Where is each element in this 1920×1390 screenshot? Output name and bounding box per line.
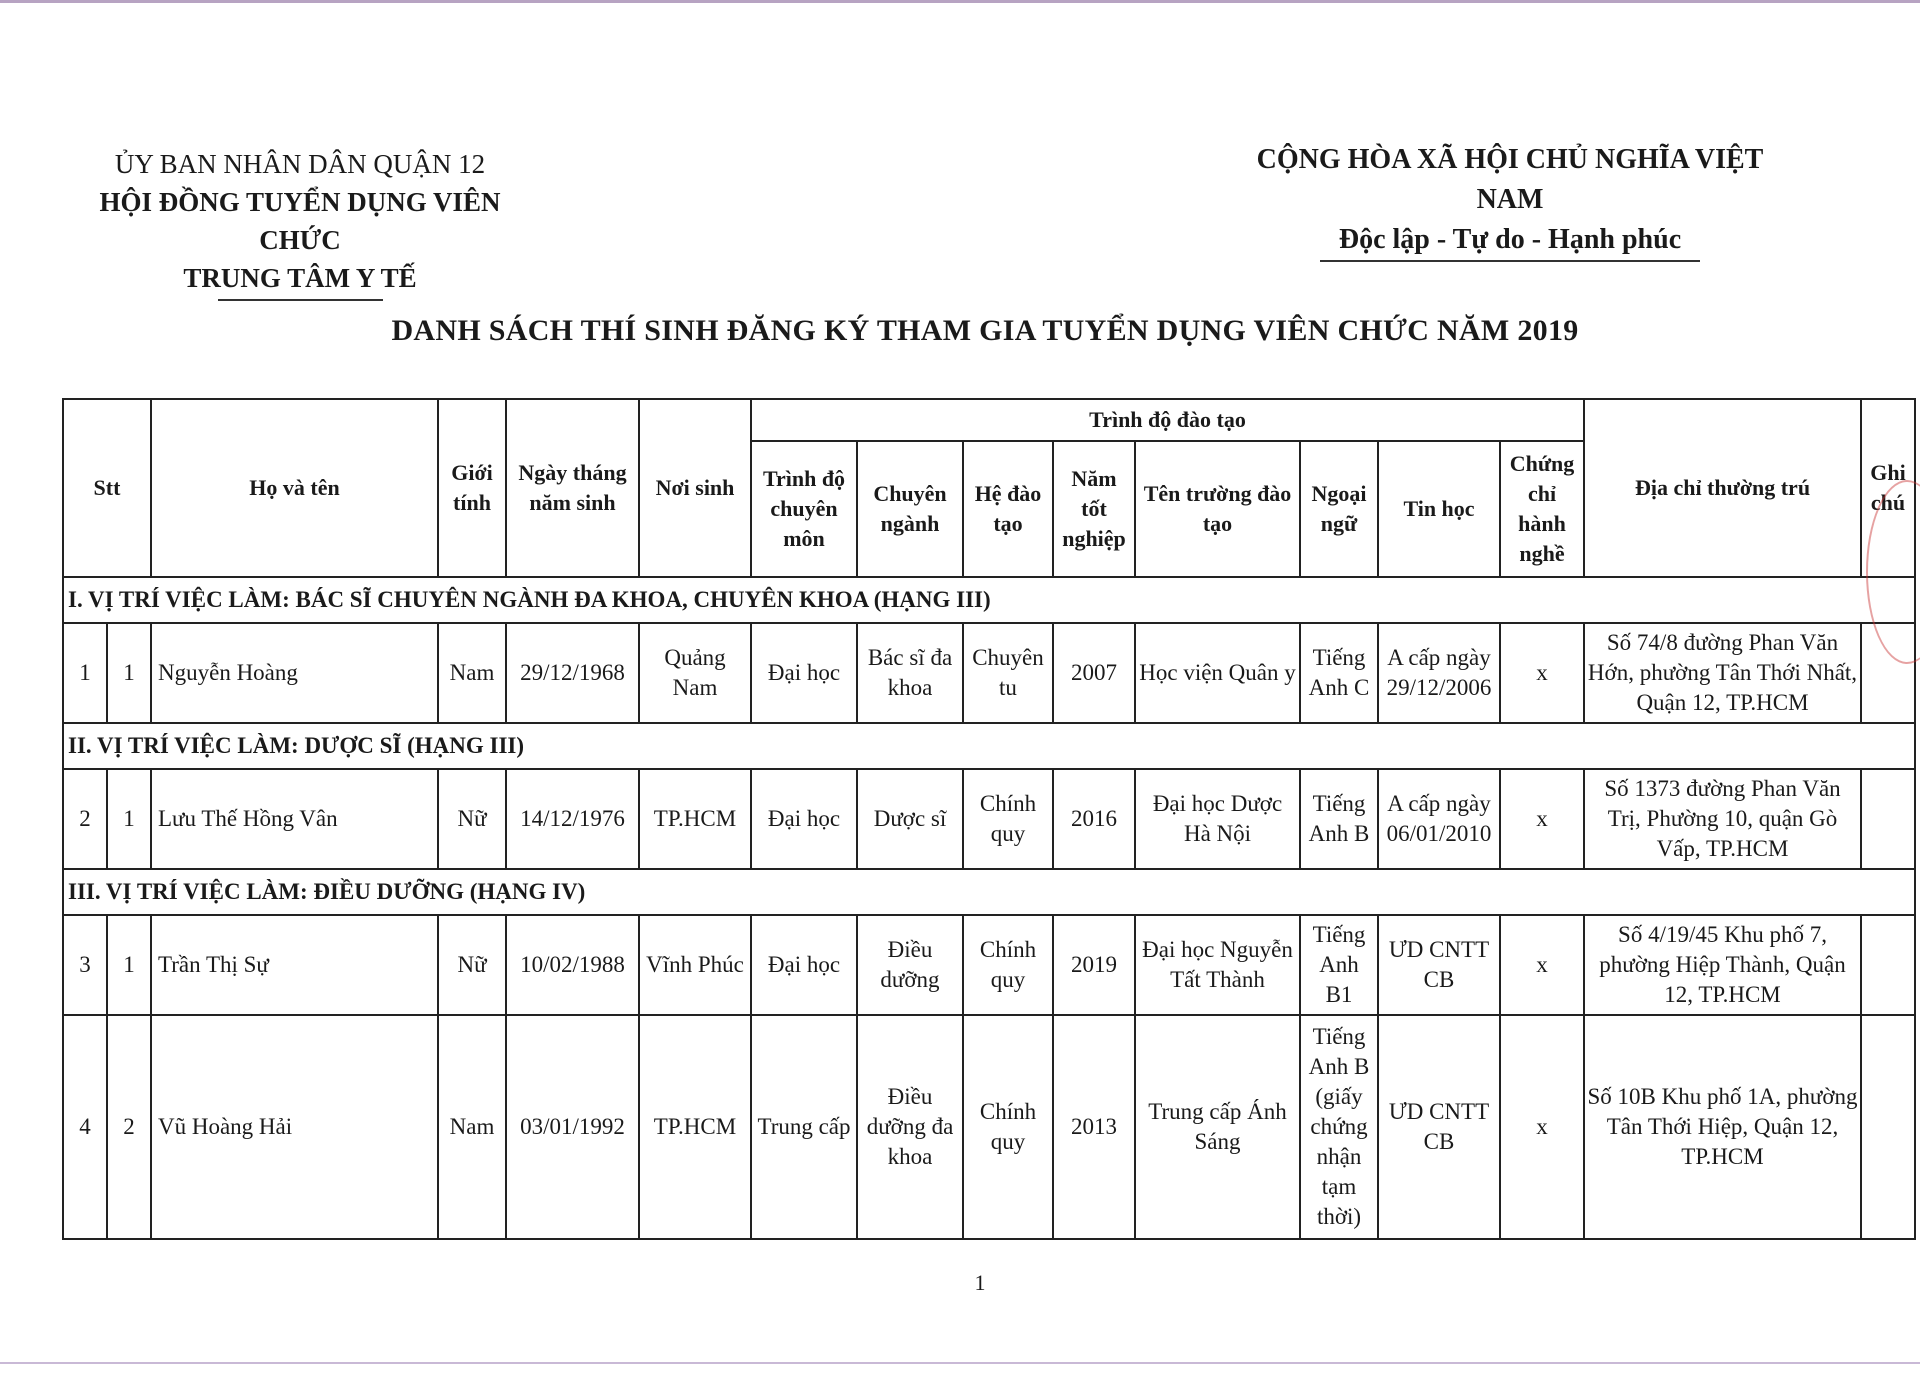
authority-line-1: ỦY BAN NHÂN DÂN QUẬN 12 [114, 149, 486, 179]
header-it: Tin học [1378, 441, 1500, 577]
cell-it: ƯD CNTT CB [1378, 915, 1500, 1015]
cell-level: Đại học [751, 623, 857, 723]
header-language: Ngoại ngữ [1300, 441, 1378, 577]
cell-sub-stt: 1 [107, 915, 151, 1015]
cell-sub-stt: 1 [107, 769, 151, 869]
cell-name: Vũ Hoàng Hải [151, 1015, 438, 1239]
cell-major: Bác sĩ đa khoa [857, 623, 963, 723]
table-row [63, 769, 1915, 869]
cell-dob: 14/12/1976 [506, 769, 639, 869]
document-title: DANH SÁCH THÍ SINH ĐĂNG KÝ THAM GIA TUYỂN DỤNG VIÊN CHỨC NĂM 2019 [391, 314, 1579, 347]
cell-mode: Chuyên tu [963, 623, 1053, 723]
cell-level: Đại học [751, 915, 857, 1015]
cell-level: Đại học [751, 769, 857, 869]
cell-language: Tiếng Anh B (giấy chứng nhận tạm thời) [1300, 1015, 1378, 1239]
national-motto [1220, 140, 1800, 262]
cell-language: Tiếng Anh B1 [1300, 915, 1378, 1015]
header-birthplace: Nơi sinh [639, 399, 751, 577]
cell-language: Tiếng Anh C [1300, 623, 1378, 723]
section-row [63, 577, 1915, 623]
header-name: Họ và tên [151, 399, 438, 577]
cell-license: x [1500, 915, 1584, 1015]
bottom-border [0, 1362, 1920, 1364]
cell-license: x [1500, 1015, 1584, 1239]
section-row [63, 723, 1915, 769]
cell-school: Đại học Dược Hà Nội [1135, 769, 1300, 869]
cell-stt: 1 [63, 623, 107, 723]
header-license: Chứng chỉ hành nghề [1500, 441, 1584, 577]
cell-school: Trung cấp Ánh Sáng [1135, 1015, 1300, 1239]
candidate-table [62, 398, 1916, 1240]
header-major: Chuyên ngành [857, 441, 963, 577]
cell-stt: 2 [63, 769, 107, 869]
cell-note [1861, 1015, 1915, 1239]
cell-name: Trần Thị Sự [151, 915, 438, 1015]
cell-address: Số 10B Khu phố 1A, phường Tân Thới Hiệp, Quận 12, TP.HCM [1584, 1015, 1861, 1239]
cell-address: Số 4/19/45 Khu phố 7, phường Hiệp Thành, Quận 12, TP.HCM [1584, 915, 1861, 1015]
cell-license: x [1500, 769, 1584, 869]
cell-sub-stt: 1 [107, 623, 151, 723]
cell-grad-year: 2007 [1053, 623, 1135, 723]
cell-birthplace: TP.HCM [639, 769, 751, 869]
cell-dob: 29/12/1968 [506, 623, 639, 723]
cell-school: Đại học Nguyễn Tất Thành [1135, 915, 1300, 1015]
motto: Độc lập - Tự do - Hạnh phúc [1338, 224, 1682, 255]
cell-note [1861, 769, 1915, 869]
section-title: II. VỊ TRÍ VIỆC LÀM: DƯỢC SĨ (HẠNG III) [63, 723, 1915, 769]
header-note: Ghi chú [1861, 399, 1915, 577]
authority-line-3: TRUNG TÂM Y TẾ [183, 263, 417, 293]
cell-gender: Nam [438, 623, 506, 723]
cell-address: Số 74/8 đường Phan Văn Hớn, phường Tân Thới Nhất, Quận 12, TP.HCM [1584, 623, 1861, 723]
cell-birthplace: Vĩnh Phúc [639, 915, 751, 1015]
header-dob: Ngày tháng năm sinh [506, 399, 639, 577]
country-name: CỘNG HÒA XÃ HỘI CHỦ NGHĨA VIỆT NAM [1256, 144, 1764, 215]
issuing-authority [80, 145, 520, 301]
page-number: 1 [974, 1270, 986, 1295]
authority-line-2: HỘI ĐỒNG TUYỂN DỤNG VIÊN CHỨC [99, 187, 501, 255]
cell-stt: 4 [63, 1015, 107, 1239]
cell-dob: 10/02/1988 [506, 915, 639, 1015]
cell-birthplace: Quảng Nam [639, 623, 751, 723]
header-address: Địa chỉ thường trú [1584, 399, 1861, 577]
header-level: Trình độ chuyên môn [751, 441, 857, 577]
cell-mode: Chính quy [963, 915, 1053, 1015]
header-grad-year: Năm tốt nghiệp [1053, 441, 1135, 577]
table-row [63, 915, 1915, 1015]
cell-mode: Chính quy [963, 1015, 1053, 1239]
section-title: III. VỊ TRÍ VIỆC LÀM: ĐIỀU DƯỠNG (HẠNG IV) [63, 869, 1915, 915]
cell-gender: Nữ [438, 769, 506, 869]
cell-dob: 03/01/1992 [506, 1015, 639, 1239]
cell-license: x [1500, 623, 1584, 723]
cell-gender: Nam [438, 1015, 506, 1239]
table-row [63, 623, 1915, 723]
cell-it: ƯD CNTT CB [1378, 1015, 1500, 1239]
cell-grad-year: 2019 [1053, 915, 1135, 1015]
cell-address: Số 1373 đường Phan Văn Trị, Phường 10, quận Gò Vấp, TP.HCM [1584, 769, 1861, 869]
cell-name: Nguyễn Hoàng [151, 623, 438, 723]
cell-language: Tiếng Anh B [1300, 769, 1378, 869]
cell-it: A cấp ngày 06/01/2010 [1378, 769, 1500, 869]
cell-major: Điều dưỡng đa khoa [857, 1015, 963, 1239]
motto-underline [1320, 260, 1700, 262]
cell-note [1861, 915, 1915, 1015]
cell-major: Điều dưỡng [857, 915, 963, 1015]
cell-gender: Nữ [438, 915, 506, 1015]
cell-grad-year: 2013 [1053, 1015, 1135, 1239]
cell-name: Lưu Thế Hồng Vân [151, 769, 438, 869]
authority-underline [218, 299, 383, 301]
section-row [63, 869, 1915, 915]
header-training-group: Trình độ đào tạo [751, 399, 1584, 441]
cell-mode: Chính quy [963, 769, 1053, 869]
top-border [0, 0, 1920, 3]
table-row [63, 1015, 1915, 1239]
header-stt: Stt [63, 399, 151, 577]
cell-level: Trung cấp [751, 1015, 857, 1239]
cell-school: Học viện Quân y [1135, 623, 1300, 723]
header-school: Tên trường đào tạo [1135, 441, 1300, 577]
cell-sub-stt: 2 [107, 1015, 151, 1239]
cell-birthplace: TP.HCM [639, 1015, 751, 1239]
cell-major: Dược sĩ [857, 769, 963, 869]
cell-stt: 3 [63, 915, 107, 1015]
cell-grad-year: 2016 [1053, 769, 1135, 869]
section-title: I. VỊ TRÍ VIỆC LÀM: BÁC SĨ CHUYÊN NGÀNH ĐA KHOA, CHUYÊN KHOA (HẠNG III) [63, 577, 1915, 623]
cell-it: A cấp ngày 29/12/2006 [1378, 623, 1500, 723]
header-mode: Hệ đào tạo [963, 441, 1053, 577]
header-gender: Giới tính [438, 399, 506, 577]
